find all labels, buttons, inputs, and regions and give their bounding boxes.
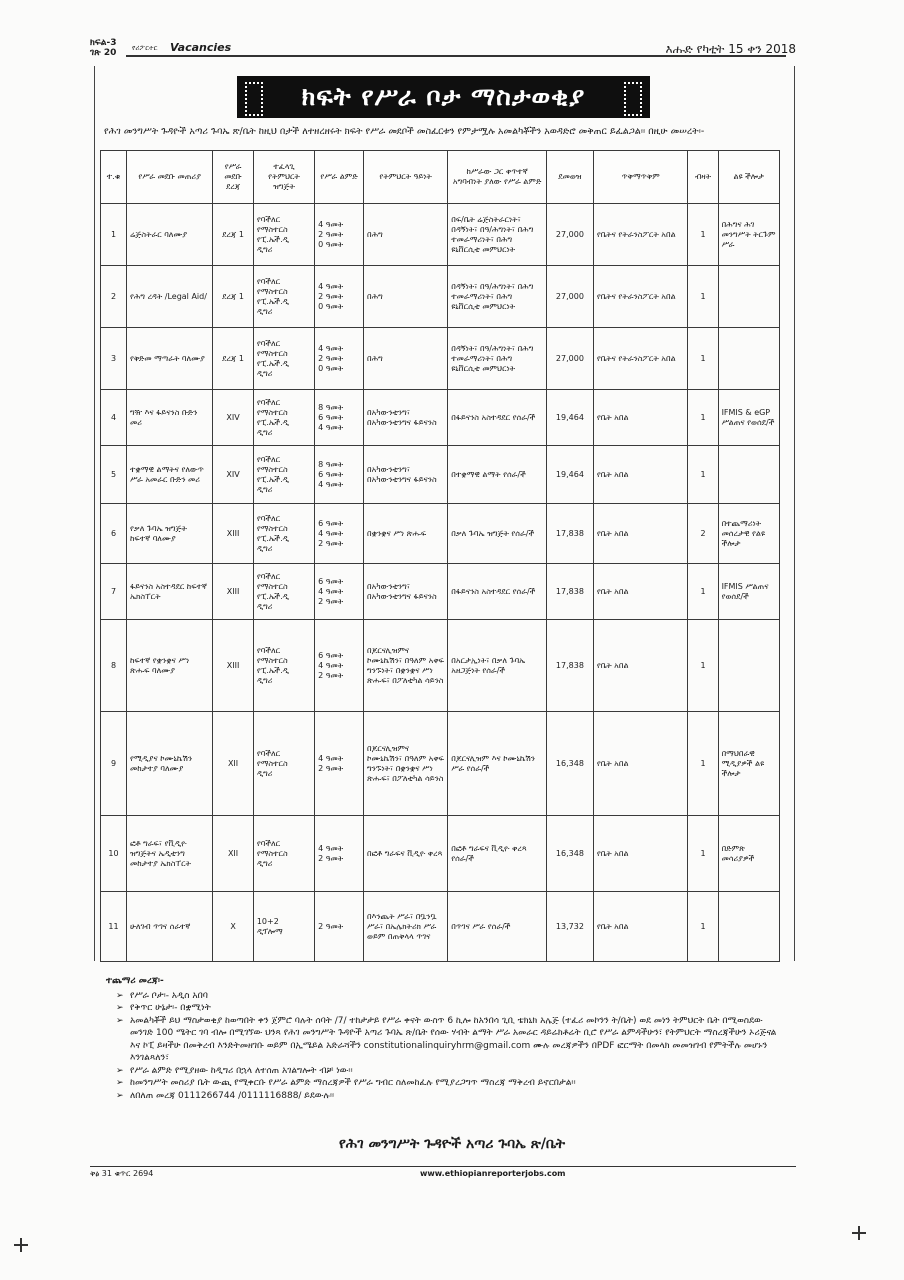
row-title: ከፍተኛ የቋንቋና ሥነ ጽሑፍ ባለሙያ <box>126 620 212 712</box>
row-salary: 17,838 <box>547 504 594 564</box>
row-field: በአካውንቲንግ፣ በአካውንቲንግና ፋይናንስ <box>364 446 448 504</box>
row-skill <box>718 328 779 390</box>
registration-mark-icon <box>14 1238 28 1252</box>
col-skill: ልዩ ችሎታ <box>718 151 779 204</box>
additional-info <box>106 975 786 1102</box>
row-benefit: የቤት አበል <box>593 564 688 620</box>
row-education: የባችለር የማስተርስ የፒ.ኤች.ዲ ዲግሪ <box>253 620 314 712</box>
row-salary: 19,464 <box>547 390 594 446</box>
row-related-exp: በአርታኢነት፣ በቃለ ጉባኤ አዘጋጅነት የሰራ/ች <box>448 620 547 712</box>
row-title: ሬጅስትራር ባለሙያ <box>126 204 212 266</box>
row-related-exp: በዳኝነት፣ በዓ/ሕግነት፣ በሕግ ተመራማሪነት፣ በሕግ ዩኒቨርሲቲ መምህርነት <box>448 266 547 328</box>
row-no: 7 <box>101 564 127 620</box>
page-header <box>90 38 796 64</box>
row-skill: IFMIS & eGP ሥልጠና የወሰደ/ች <box>718 390 779 446</box>
row-title: የሕግ ረዳት /Legal Aid/ <box>126 266 212 328</box>
brand-name: የሪፖርተር <box>132 44 158 52</box>
row-field: በጆርናሊዝምና ኮሙኒኬሽን፣ በዓለም አቀፍ ግንኙነት፣ በቋንቋና ሥነ ጽሑፍ፣ በፖለቲካል ሳይንስ <box>364 712 448 816</box>
row-title: የቃለ ጉባኤ ዝግጅት ከፍተኛ ባለሙያ <box>126 504 212 564</box>
row-no: 1 <box>101 204 127 266</box>
row-benefit: የቤት አበል <box>593 816 688 892</box>
row-quantity: 1 <box>688 620 718 712</box>
registration-mark-icon <box>852 1226 866 1240</box>
row-experience: 2 ዓመት <box>315 892 364 962</box>
row-benefit: የቤትና የትራንስፖርት አበል <box>593 204 688 266</box>
row-grade: XIV <box>213 446 254 504</box>
row-grade: XIII <box>213 620 254 712</box>
row-no: 8 <box>101 620 127 712</box>
col-grade: የሥራ መደቡ ደረጃ <box>213 151 254 204</box>
issue-date: እሑድ የካቲት 15 ቀን 2018 <box>665 42 796 56</box>
table-row <box>101 204 780 266</box>
row-quantity: 1 <box>688 564 718 620</box>
col-field: የትምህርት ዓይነት <box>364 151 448 204</box>
row-title: የሚዲያና ኮሙኒኬሽን መከታተያ ባለሙያ <box>126 712 212 816</box>
col-no: ተ.ቁ <box>101 151 127 204</box>
table-row <box>101 328 780 390</box>
row-field: በአካውንቲንግ፣ በአካውንቲንግና ፋይናንስ <box>364 564 448 620</box>
row-grade: X <box>213 892 254 962</box>
row-no: 11 <box>101 892 127 962</box>
page-left-rule <box>94 66 95 961</box>
row-no: 2 <box>101 266 127 328</box>
table-row <box>101 504 780 564</box>
website-link[interactable]: www.ethiopianreporterjobs.com <box>420 1169 566 1178</box>
additional-info-list <box>116 990 786 1103</box>
intro-paragraph: የሕገ መንግሥት ጉዳዮች አጣሪ ጉባኤ ጽ/ቤት ከዚህ በታች ለተዘረዘሩት ክፍት የሥራ መደቦች መስፈርቱን የምታሟሉ አመልካቾችን አወዳድሮ መቅጠር ይፈልጋል፡፡ በዚሁ መሠረት፡- <box>104 126 705 137</box>
row-related-exp: በዳኝነት፣ በዓ/ሕግነት፣ በሕግ ተመራማሪነት፣ በሕግ ዩኒቨርሲቲ መምህርነት <box>448 328 547 390</box>
list-item: ➢ ከመንግሥት መስሪያ ቤት ውጪ የሚቀርቡ የሥራ ልምድ ማስረጃዎች የሥራ ግብር ስለመከፈሉ የሚያረጋግጥ ማስረጃ ማቅረብ ይኖርበታል፡፡ <box>116 1077 786 1090</box>
row-field: በሕግ <box>364 266 448 328</box>
row-related-exp: በጥገና ሥራ የሰራ/ች <box>448 892 547 962</box>
row-benefit: የቤትና የትራንስፖርት አበል <box>593 328 688 390</box>
row-grade: ደረጃ 1 <box>213 328 254 390</box>
row-title: ተቋማዊ ልማትና የለውጥ ሥራ አመራር ቡድን መሪ <box>126 446 212 504</box>
row-quantity: 1 <box>688 204 718 266</box>
row-field: በሕግ <box>364 204 448 266</box>
row-education: የባችለር የማስተርስ ዲግሪ <box>253 712 314 816</box>
row-related-exp: በፎቶ ግራፍና ቪዲዮ ቀረጻ የሰራ/ች <box>448 816 547 892</box>
vacancies-label: Vacancies <box>170 41 232 54</box>
row-no: 4 <box>101 390 127 446</box>
additional-info-heading: ተጨማሪ መረጃ፡- <box>106 976 164 986</box>
row-grade: XIII <box>213 564 254 620</box>
table-row <box>101 564 780 620</box>
row-skill: በማህበራዊ ሚዲያዎች ልዩ ችሎታ <box>718 712 779 816</box>
list-item: ➢ ለበለጠ መረጃ 0111266744 /0111116888/ ይደውሉ፡፡ <box>116 1090 786 1103</box>
row-title: የቅድመ ማጣራት ባለሙያ <box>126 328 212 390</box>
row-field: በአካውንቲንግ፣ በአካውንቲንግና ፋይናንስ <box>364 390 448 446</box>
row-experience: 4 ዓመት 2 ዓመት 0 ዓመት <box>315 204 364 266</box>
row-no: 3 <box>101 328 127 390</box>
row-benefit: የቤት አበል <box>593 620 688 712</box>
row-skill <box>718 620 779 712</box>
row-benefit: የቤትና የትራንስፖርት አበል <box>593 266 688 328</box>
table-row <box>101 390 780 446</box>
row-salary: 19,464 <box>547 446 594 504</box>
row-skill: በተጨማሪነት መሰረታዊ የልዩ ችሎታ <box>718 504 779 564</box>
row-field: በሕግ <box>364 328 448 390</box>
row-quantity: 1 <box>688 892 718 962</box>
col-quantity: ብዛት <box>688 151 718 204</box>
row-grade: XIII <box>213 504 254 564</box>
row-experience: 6 ዓመት 4 ዓመት 2 ዓመት <box>315 564 364 620</box>
row-experience: 4 ዓመት 2 ዓመት <box>315 712 364 816</box>
row-related-exp: በፍ/ቤት ሬጅስትራርነት፣ በዳኝነት፣ በዓ/ሕግነት፣ በሕግ ተመራማሪነት፣ በሕግ ዩኒቨርሲቲ መምህርነት <box>448 204 547 266</box>
row-field: በጆርናሊዝምና ኮሙኒኬሽን፣ በዓለም አቀፍ ግንኙነት፣ በቋንቋና ሥነ ጽሑፍ፣ በፖለቲካል ሳይንስ <box>364 620 448 712</box>
row-related-exp: በተቋማዊ ልማት የሰራ/ች <box>448 446 547 504</box>
row-related-exp: በጆርናሊዝም እና ኮሙኒኬሽን ሥራ የሰራ/ች <box>448 712 547 816</box>
row-field: በፎቶ ግራፍና ቪዲዮ ቀረጻ <box>364 816 448 892</box>
col-benefit: ጥቅማጥቅም <box>593 151 688 204</box>
list-item: ➢ አመልካቾች ይህ ማስታወቂያ ከወጣበት ቀን ጀምሮ ባሉት ሰባት /7/ ተከታታይ የሥራ ቀናት ውስጥ 6 ኪሎ ከአንበሳ ጊቢ ቴክኒክ አሌጅ (ተፈሪ መኮንን ት/ቤት) ወደ መነን ትምህርት ቤት በሚወስደው መንገድ 100 ሜትር ገባ ብሎ በሚገኘው ህንጻ የሕገ መንግሥት ጉዳዮች አጣሪ ጉባኤ ጽ/ቤት የሰው ሃብት ልማት ሥራ አመራር ዳይሬክቶሬት ቢሮ የሥራ ልምዳችሁን፣ የትምህርት ማስረጃችሁን ኦሪጅናል እና ኮፒ ይዛችሁ በመቅረብ እንድትመዘገቡ ወይም በኢሜይል አድራሻችን constitutionalinquiryhrm@gmail.com ሙሉ መረጃዎችን በPDF ፎርማት በመላክ መመዝገብ የምትችሉ መሆኑን እንገልጻለን፣ <box>116 1015 786 1065</box>
row-experience: 6 ዓመት 4 ዓመት 2 ዓመት <box>315 504 364 564</box>
row-salary: 17,838 <box>547 620 594 712</box>
row-salary: 16,348 <box>547 816 594 892</box>
row-quantity: 1 <box>688 816 718 892</box>
row-field: በቋንቋና ሥነ ጽሑፍ <box>364 504 448 564</box>
row-salary: 27,000 <box>547 266 594 328</box>
table-header-row <box>101 151 780 204</box>
row-grade: ደረጃ 1 <box>213 266 254 328</box>
row-education: የባችለር የማስተርስ የፒ.ኤች.ዲ ዲግሪ <box>253 204 314 266</box>
row-education: የባችለር የማስተርስ የፒ.ኤች.ዲ ዲግሪ <box>253 564 314 620</box>
row-experience: 6 ዓመት 4 ዓመት 2 ዓመት <box>315 620 364 712</box>
vacancy-table <box>100 150 780 962</box>
list-item: ➢ የቅጥር ሁኔታ፡- በቋሚነት <box>116 1002 786 1015</box>
row-skill: በድምጽ መሳሪያዎች <box>718 816 779 892</box>
row-no: 6 <box>101 504 127 564</box>
vacancy-title-banner: ክፍት የሥራ ቦታ ማስታወቂያ <box>237 76 650 118</box>
row-benefit: የቤት አበል <box>593 504 688 564</box>
page-right-rule <box>794 66 795 961</box>
col-related-exp: ከሥራው ጋር ቀጥተኛ አግባብነት ያለው የሥራ ልምድ <box>448 151 547 204</box>
row-benefit: የቤት አበል <box>593 712 688 816</box>
row-education: የባችለር የማስተርስ የፒ.ኤች.ዲ ዲግሪ <box>253 266 314 328</box>
row-skill: IFMIS ሥልጠና የወሰደ/ች <box>718 564 779 620</box>
table-row <box>101 266 780 328</box>
row-skill <box>718 892 779 962</box>
row-quantity: 2 <box>688 504 718 564</box>
row-education: የባችለር የማስተርስ የፒ.ኤች.ዲ ዲግሪ <box>253 328 314 390</box>
issue-number: ቅፅ 31 ቁጥር 2694 <box>90 1169 154 1178</box>
row-education: የባችለር የማስተርስ የፒ.ኤች.ዲ ዲግሪ <box>253 446 314 504</box>
row-quantity: 1 <box>688 390 718 446</box>
row-no: 9 <box>101 712 127 816</box>
table-row <box>101 620 780 712</box>
row-salary: 27,000 <box>547 328 594 390</box>
table-row <box>101 816 780 892</box>
table-row <box>101 446 780 504</box>
row-quantity: 1 <box>688 446 718 504</box>
row-related-exp: በፋይናንስ አስተዳደር የሰራ/ች <box>448 390 547 446</box>
row-experience: 4 ዓመት 2 ዓመት <box>315 816 364 892</box>
list-item: ➢ የሥራ ልምድ የሚያዘው ከዲግሪ በኋላ ለተሰጠ አገልግሎት ብቻ ነው፡፡ <box>116 1065 786 1078</box>
row-skill <box>718 266 779 328</box>
row-experience: 4 ዓመት 2 ዓመት 0 ዓመት <box>315 266 364 328</box>
row-title: ፋይናንስ አስተዳደር ከፍተኛ ኤክስፐርት <box>126 564 212 620</box>
row-benefit: የቤት አበል <box>593 446 688 504</box>
row-experience: 8 ዓመት 6 ዓመት 4 ዓመት <box>315 446 364 504</box>
row-no: 5 <box>101 446 127 504</box>
row-benefit: የቤት አበል <box>593 892 688 962</box>
row-title: ፎቶ ግራፍ፣ የቪዲዮ ዝግጅትና ኤዲቲንግ መከታተያ ኤክስፐርት <box>126 816 212 892</box>
row-grade: XII <box>213 816 254 892</box>
section-label: ክፍል-3 ገጽ 20 <box>90 38 117 58</box>
row-grade: XIV <box>213 390 254 446</box>
col-experience: የሥራ ልምድ <box>315 151 364 204</box>
row-quantity: 1 <box>688 712 718 816</box>
row-grade: XII <box>213 712 254 816</box>
page-footer <box>90 1166 796 1181</box>
row-benefit: የቤት አበል <box>593 390 688 446</box>
row-education: የባችለር የማስተርስ የፒ.ኤች.ዲ ዲግሪ <box>253 504 314 564</box>
row-grade: ደረጃ 1 <box>213 204 254 266</box>
row-salary: 13,732 <box>547 892 594 962</box>
row-title: ግዥ እና ፋይናንስ ቡድን መሪ <box>126 390 212 446</box>
row-related-exp: በፋይናንስ አስተዳደር የሰራ/ች <box>448 564 547 620</box>
row-no: 10 <box>101 816 127 892</box>
row-salary: 17,838 <box>547 564 594 620</box>
row-title: ሁለገብ ጥገና ሰራተኛ <box>126 892 212 962</box>
row-education: የባችለር የማስተርስ ዲግሪ <box>253 816 314 892</box>
row-salary: 27,000 <box>547 204 594 266</box>
organization-signature: የሕገ መንግሥት ጉዳዮች አጣሪ ጉባኤ ጽ/ቤት <box>338 1136 566 1152</box>
row-education: 10+2 ዲፕሎማ <box>253 892 314 962</box>
col-salary: ደመወዝ <box>547 151 594 204</box>
row-experience: 8 ዓመት 6 ዓመት 4 ዓመት <box>315 390 364 446</box>
table-row <box>101 712 780 816</box>
row-education: የባችለር የማስተርስ የፒ.ኤች.ዲ ዲግሪ <box>253 390 314 446</box>
list-item: ➢ የሥራ ቦታ፡- አዲስ አበባ <box>116 990 786 1003</box>
row-experience: 4 ዓመት 2 ዓመት 0 ዓመት <box>315 328 364 390</box>
row-quantity: 1 <box>688 266 718 328</box>
row-quantity: 1 <box>688 328 718 390</box>
row-skill: በሕግና ሕገ መንግሥት ትርጉም ሥራ <box>718 204 779 266</box>
table-row <box>101 892 780 962</box>
col-education: ተፈላጊ የትምህርት ዝግጅት <box>253 151 314 204</box>
row-field: በእንጨት ሥራ፣ በቧንቧ ሥራ፣ በኤሌክትሪክ ሥራ ወይም በጠቅላላ ጥገና <box>364 892 448 962</box>
row-salary: 16,348 <box>547 712 594 816</box>
row-related-exp: በቃለ ጉባኤ ዝግጅት የሰራ/ች <box>448 504 547 564</box>
col-title: የሥራ መደቡ መጠሪያ <box>126 151 212 204</box>
row-skill <box>718 446 779 504</box>
